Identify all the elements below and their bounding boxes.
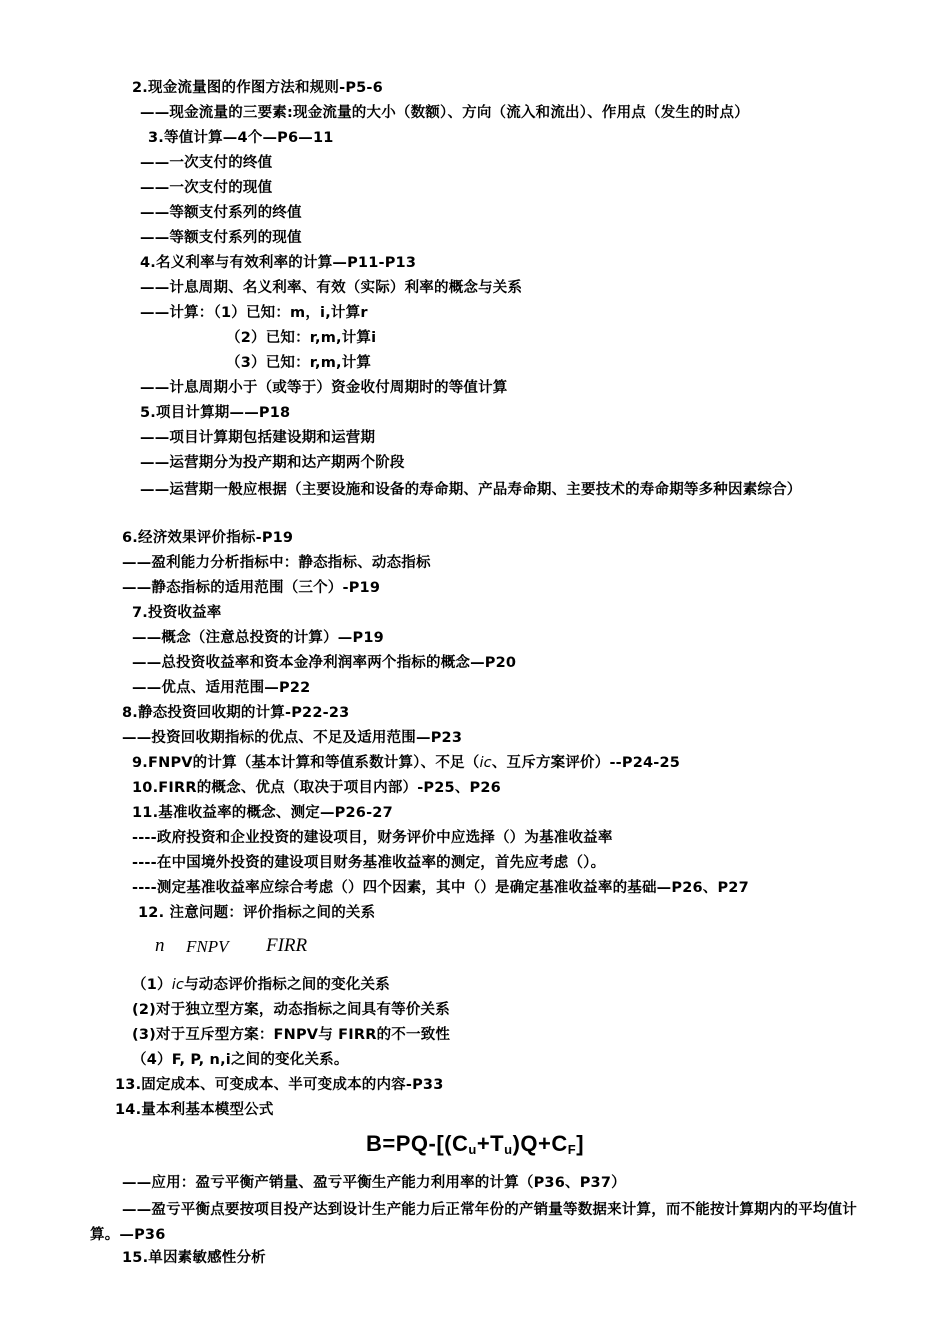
list-item-prefix: （1） [132, 977, 172, 993]
list-item: ----测定基准收益率应综合考虑（）四个因素，其中（）是确定基准收益率的基础—P26、P27 [132, 880, 749, 896]
list-item: ——计算：（1）已知：m，i,计算r [140, 305, 368, 321]
heading-14: 14.量本利基本模型公式 [115, 1102, 274, 1118]
list-item: ----政府投资和企业投资的建设项目，财务评价中应选择（）为基准收益率 [132, 830, 613, 846]
list-item: ——静态指标的适用范围（三个）-P19 [122, 580, 381, 596]
heading-3: 3.等值计算—4个—P6—11 [148, 130, 334, 146]
formula-subscript: F [567, 1142, 577, 1157]
list-item: ----在中国境外投资的建设项目财务基准收益率的测定，首先应考虑（）。 [132, 855, 606, 871]
list-item: ——应用：盈亏平衡产销量、盈亏平衡生产能力利用率的计算（P36、P37） [122, 1175, 626, 1191]
heading-11: 11.基准收益率的概念、测定—P26-27 [132, 805, 393, 821]
list-item: ——运营期分为投产期和达产期两个阶段 [140, 455, 405, 471]
fnpv-variable: FNPV [186, 937, 229, 956]
profit-formula [0, 1130, 950, 1164]
list-item: ——盈亏平衡点要按项目投产达到设计生产能力后正常年份的产销量等数据来计算，而不能按计算期内的平均值计算。—P36 [90, 1202, 857, 1243]
heading-2: 2.现金流量图的作图方法和规则-P5-6 [132, 80, 383, 96]
list-item: （2）已知：r,m,计算i [226, 330, 377, 346]
variable-row [0, 934, 950, 960]
formula-part: +T [476, 1131, 505, 1156]
heading-7: 7.投资收益率 [132, 605, 222, 621]
list-item: (2)对于独立型方案，动态指标之间具有等价关系 [132, 1002, 450, 1018]
list-item: ——等额支付系列的终值 [140, 205, 302, 221]
list-item: ——计息周期、名义利率、有效（实际）利率的概念与关系 [140, 280, 523, 296]
list-item: (3)对于互斥型方案：FNPV与 FIRR的不一致性 [132, 1027, 451, 1043]
ic-variable: ic [171, 977, 185, 993]
heading-8: 8.静态投资回收期的计算-P22-23 [122, 705, 350, 721]
list-item: ——盈利能力分析指标中：静态指标、动态指标 [122, 555, 431, 571]
formula-part: B=PQ-[(C [365, 1131, 469, 1156]
formula-part: )Q+C [512, 1131, 568, 1156]
heading-9 [132, 753, 680, 773]
formula-subscript: u [468, 1142, 477, 1157]
firr-variable: FIRR [266, 935, 308, 956]
list-item: ——现金流量的三要素:现金流量的大小（数额）、方向（流入和流出）、作用点（发生的时点） [140, 105, 749, 121]
heading-9-text-b: 、互斥方案评价）--P24-25 [491, 755, 681, 771]
list-item: ——计息周期小于（或等于）资金收付周期时的等值计算 [140, 380, 508, 396]
ic-variable: ic [479, 755, 492, 771]
heading-13: 13.固定成本、可变成本、半可变成本的内容-P33 [115, 1077, 444, 1093]
list-item: ——投资回收期指标的优点、不足及适用范围—P23 [122, 730, 463, 746]
heading-4: 4.名义利率与有效利率的计算—P11-P13 [140, 255, 417, 271]
list-item: ——概念（注意总投资的计算）—P19 [132, 630, 384, 646]
list-item: ——总投资收益率和资本金净利润率两个指标的概念—P20 [132, 655, 517, 671]
n-variable: n [155, 935, 165, 956]
heading-10: 10.FIRR的概念、优点（取决于项目内部）-P25、P26 [132, 780, 501, 796]
list-item: ——一次支付的终值 [140, 155, 273, 171]
list-item: ——等额支付系列的现值 [140, 230, 302, 246]
list-item: ——优点、适用范围—P22 [132, 680, 311, 696]
heading-12: 12. 注意问题：评价指标之间的关系 [138, 905, 376, 921]
formula-part: ] [576, 1131, 585, 1156]
list-item-text: 与动态评价指标之间的变化关系 [184, 977, 390, 993]
heading-15: 15.单因素敏感性分析 [122, 1250, 266, 1266]
heading-5: 5.项目计算期——P18 [140, 405, 291, 421]
list-item: ——一次支付的现值 [140, 180, 273, 196]
heading-9-text-a: 9.FNPV的计算（基本计算和等值系数计算）、不足（ [132, 755, 480, 771]
list-item: ——运营期一般应根据（主要设施和设备的寿命期、产品寿命期、主要技术的寿命期等多种因素综合） [140, 482, 802, 498]
list-item: （4）F, P, n,i之间的变化关系。 [132, 1052, 349, 1068]
formula-subscript: u [504, 1142, 513, 1157]
list-item: （3）已知：r,m,计算 [226, 355, 372, 371]
heading-6: 6.经济效果评价指标-P19 [122, 530, 294, 546]
list-item: ——项目计算期包括建设期和运营期 [140, 430, 376, 446]
list-item [132, 975, 390, 995]
